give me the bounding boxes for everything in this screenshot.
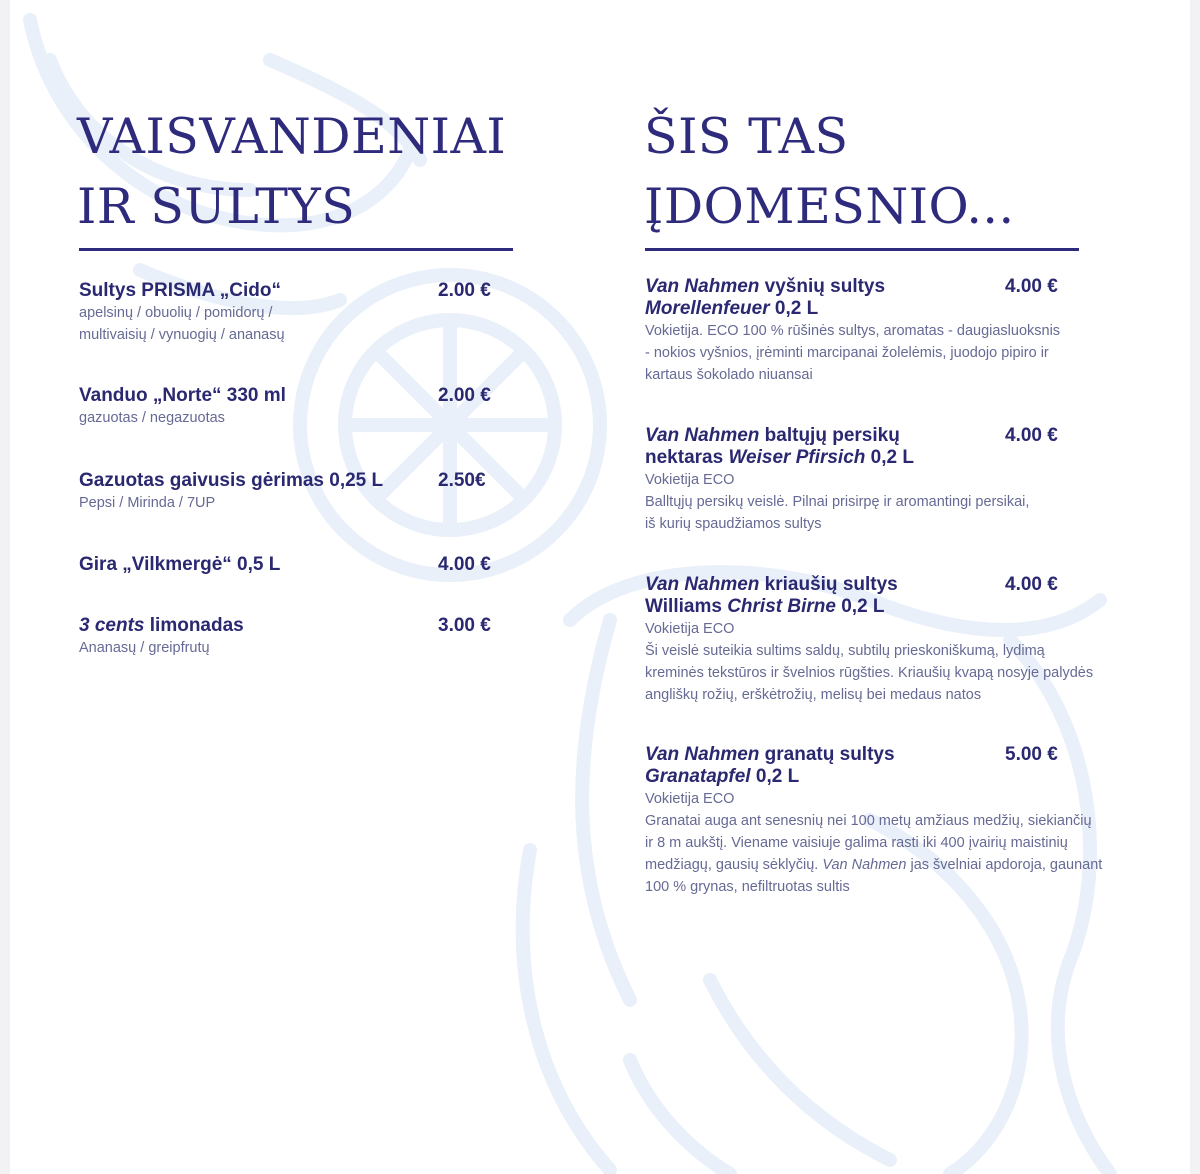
menu-item xyxy=(79,615,509,659)
item-price: 2.50€ xyxy=(438,470,486,491)
item-details: Ananasų / greipfrutų xyxy=(79,640,210,656)
item-name: Van Nahmen vyšnių sultys Morellenfeuer 0,2 L xyxy=(645,276,886,319)
item-name: 3 cents limonadas xyxy=(79,615,244,636)
left-margin xyxy=(0,0,10,1174)
item-price: 2.00 € xyxy=(438,385,491,406)
item-name: Van Nahmen baltųjų persikų nektaras Weiser Pfirsich 0,2 L xyxy=(645,425,914,468)
right-margin xyxy=(1190,0,1200,1174)
item-price: 4.00 € xyxy=(438,554,491,575)
title-divider xyxy=(79,248,513,251)
item-price: 4.00 € xyxy=(1005,425,1058,446)
item-name: Van Nahmen kriaušių sultys Williams Christ Birne 0,2 L xyxy=(645,574,898,617)
item-details: Vokietija ECO Granatai auga ant senesnių nei 100 metų amžiaus medžių, siekiančių ir 8 m aukštį. Viename vaisiuje galima rasti iki 400 įvairių maistinių medžiagų, gausių sėklyčių. Van Nahmen jas švelniai apdoroja, gaunant 100 % grynas, nefiltruotas sultis xyxy=(645,791,1103,895)
item-price: 4.00 € xyxy=(1005,574,1058,595)
item-name: Vanduo „Norte“ 330 ml xyxy=(79,385,286,406)
item-details: Pepsi / Mirinda / 7UP xyxy=(79,495,216,511)
item-price: 5.00 € xyxy=(1005,744,1058,765)
menu-item xyxy=(645,276,1105,386)
menu-item xyxy=(79,385,509,429)
item-details: Vokietija ECO Ši veislė suteikia sultims saldų, subtilų prieskoniškumą, lydimą kreminės tekstūros ir švelnios rūgšties. Kriaušių kvapą nosyje palydės angliškų rožių, erškėtrožių, melisų bei medaus natos xyxy=(645,621,1094,703)
menu-page xyxy=(10,0,1190,1174)
item-name: Sultys PRISMA „Cido“ xyxy=(79,280,281,301)
menu-item xyxy=(645,574,1105,706)
item-details: Vokietija. ECO 100 % rūšinės sultys, aromatas - daugiasluoksnis - nokios vyšnios, įrėminti marcipanai žolelėmis, juodojo pipiro ir kartaus šokolado niuansai xyxy=(645,323,1061,383)
item-price: 4.00 € xyxy=(1005,276,1058,297)
section-title-juices: VAISVANDENIAI IR SULTYS xyxy=(77,108,507,235)
menu-item xyxy=(645,744,1105,898)
item-details: Vokietija ECO Balltųjų persikų veislė. Pilnai prisirpę ir aromantingi persikai, iš kurių spaudžiamos sultys xyxy=(645,472,1030,532)
item-details: gazuotas / negazuotas xyxy=(79,410,225,426)
item-name: Van Nahmen granatų sultys Granatapfel 0,2 L xyxy=(645,744,895,787)
item-details: apelsinų / obuolių / pomidorų / multivaisių / vynuogių / ananasų xyxy=(79,305,285,343)
item-name: Gazuotas gaivusis gėrimas 0,25 L xyxy=(79,470,384,491)
item-price: 2.00 € xyxy=(438,280,491,301)
item-name: Gira „Vilkmergė“ 0,5 L xyxy=(79,554,281,575)
item-price: 3.00 € xyxy=(438,615,491,636)
menu-item xyxy=(79,280,509,346)
menu-item xyxy=(645,425,1105,535)
title-divider xyxy=(645,248,1079,251)
menu-item xyxy=(79,554,509,576)
menu-item xyxy=(79,470,509,514)
section-title-specialty: ŠIS TAS ĮDOMESNIO... xyxy=(644,108,1015,235)
